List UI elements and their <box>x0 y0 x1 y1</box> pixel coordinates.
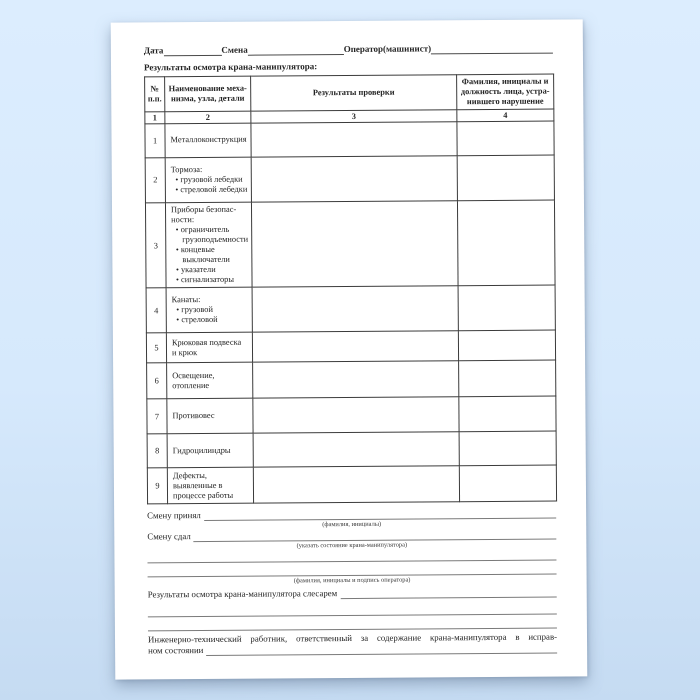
shift-label: Смена <box>221 44 248 55</box>
shift-handed-label: Смену сдал <box>147 531 191 542</box>
equipment-name-cell: Гидроцилиндры <box>167 434 253 469</box>
column-number-cell: 1 <box>145 111 165 123</box>
engineer-blank-line <box>206 644 557 656</box>
check-result-cell <box>252 286 458 332</box>
table-row <box>145 200 555 288</box>
fix-person-cell <box>459 360 556 397</box>
date-blank-line <box>163 45 221 56</box>
table-row <box>145 155 554 203</box>
equipment-name-cell: Крюковая подвеска и крюк <box>166 333 252 364</box>
table-row <box>147 465 556 504</box>
fix-person-cell <box>458 330 555 361</box>
engineer-statement-line1: Инженерно-технический работник, ответственный за содержание крана-манипулятора в исправ- <box>147 631 558 645</box>
check-result-cell <box>251 155 457 201</box>
table-row <box>146 330 555 363</box>
fix-person-cell <box>459 465 556 502</box>
equipment-name-cell: Металлоконструкция <box>165 123 251 158</box>
operator-blank-line <box>431 43 553 55</box>
equipment-name-cell: Освещение, отопление <box>167 363 253 400</box>
row-number-cell: 1 <box>145 123 165 157</box>
operator-label: Оператор(машинист) <box>343 43 432 55</box>
shift-blank-line <box>248 44 344 56</box>
check-result-cell <box>253 466 459 503</box>
inspection-table <box>144 74 557 505</box>
blank-line-2 <box>147 561 556 578</box>
column-number-cell: 2 <box>165 111 251 124</box>
row-number-cell: 2 <box>145 157 165 202</box>
fix-person-cell <box>457 121 554 156</box>
caption-crane-condition: (указать состояние крана-манипулятора) <box>296 541 408 550</box>
document-content <box>144 43 557 657</box>
check-result-cell <box>253 397 459 433</box>
fix-person-cell <box>457 200 555 286</box>
document-page <box>111 19 588 679</box>
inspection-table-body <box>145 74 557 504</box>
table-row <box>147 360 556 399</box>
row-number-cell: 6 <box>147 363 167 399</box>
fix-person-cell <box>457 155 554 201</box>
header-cell-results: Результаты проверки <box>251 75 457 111</box>
header-cell-number: № п.п. <box>145 77 165 112</box>
header-fields-row <box>144 43 553 57</box>
header-cell-person: Фамилия, инициалы и должность лица, устра- нившего нарушение <box>457 74 554 109</box>
check-result-cell <box>251 121 457 156</box>
caption-name-initials: (фамилия, инициалы) <box>322 521 382 529</box>
equipment-name-cell: Противовес <box>167 399 253 435</box>
row-number-cell: 4 <box>146 288 166 333</box>
header-cell-name: Наименование меха- низма, узла, детали <box>165 76 251 111</box>
column-number-cell: 3 <box>251 109 457 122</box>
check-result-cell <box>251 200 458 287</box>
mechanic-results-blank-line <box>340 588 557 600</box>
row-number-cell: 7 <box>147 399 167 434</box>
shift-accepted-label: Смену принял <box>147 510 201 521</box>
blank-line-4 <box>148 615 557 632</box>
row-number-cell: 5 <box>146 333 166 363</box>
equipment-name-cell: Тормоза: • грузовой лебедки • стреловой лебедки <box>165 157 251 203</box>
section-title: Результаты осмотра крана-манипулятора: <box>143 61 318 73</box>
mechanic-results-label: Результаты осмотра крана-манипулятора слесарем <box>147 588 338 600</box>
check-result-cell <box>253 432 459 467</box>
row-number-cell: 3 <box>145 202 166 288</box>
date-label: Дата <box>143 45 164 56</box>
fix-person-cell <box>458 285 555 331</box>
column-number-cell: 4 <box>457 109 554 122</box>
equipment-name-cell: Дефекты, выявленные в процессе работы <box>167 468 253 505</box>
check-result-cell <box>253 361 459 398</box>
equipment-name-cell: Канаты: • грузовой • стреловой <box>166 288 252 334</box>
equipment-name-cell: Приборы безопас- ности: • ограничитель грузоподъемности • концевые выключатели • указатели • сигнализаторы <box>165 202 252 288</box>
fix-person-cell <box>459 396 556 432</box>
row-number-cell: 8 <box>147 434 167 468</box>
table-row <box>145 121 554 158</box>
table-row <box>146 285 555 333</box>
table-row <box>147 431 556 468</box>
fix-person-cell <box>459 431 556 466</box>
table-row <box>147 396 556 434</box>
caption-operator-signature: (фамилия, инициалы и подпись оператора) <box>293 576 411 585</box>
check-result-cell <box>252 331 458 362</box>
engineer-statement-line2: ном состоянии <box>148 645 204 656</box>
row-number-cell: 9 <box>147 468 167 504</box>
